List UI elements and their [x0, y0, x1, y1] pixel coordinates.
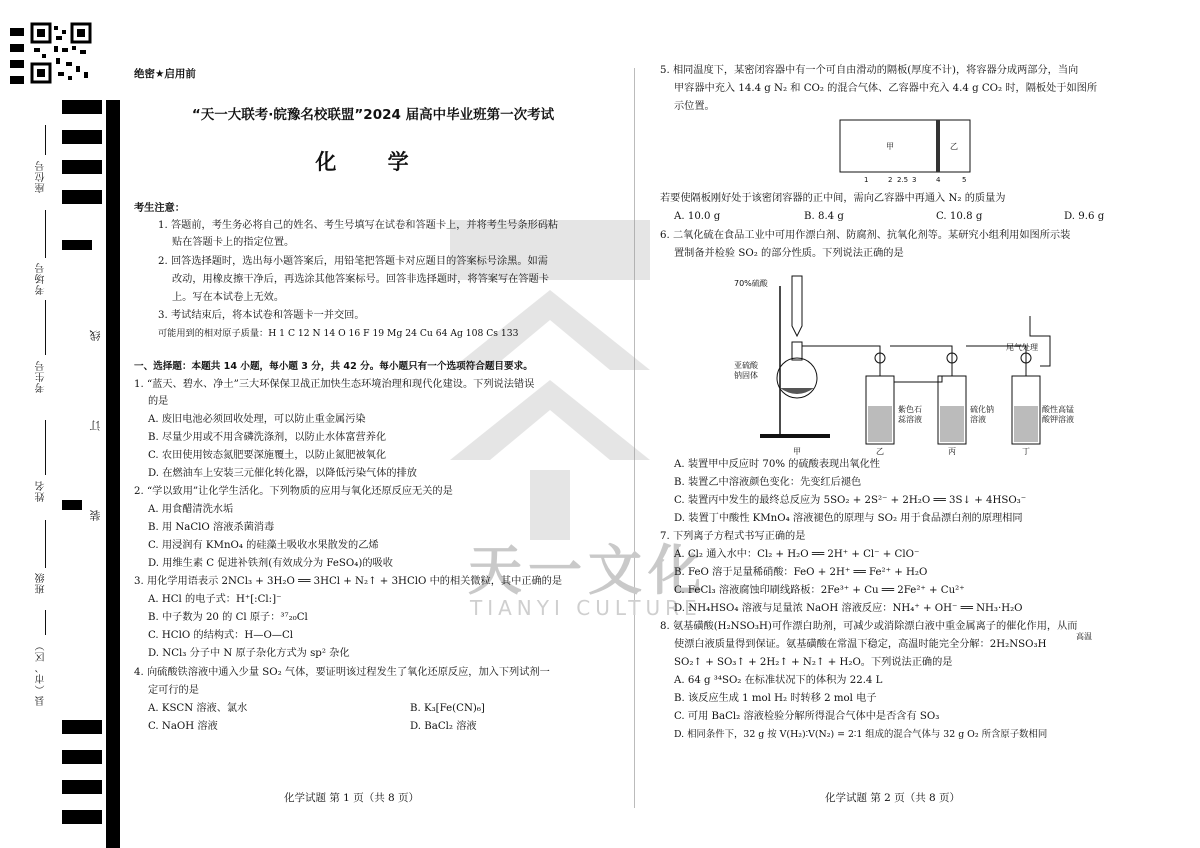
notice-line: 上。写在本试卷上无效。: [172, 292, 285, 303]
footer-page-right: 化学试题 第 2 页（共 8 页）: [825, 792, 961, 804]
notice-line: 1. 答题前，考生务必将自己的姓名、考生号填写在试卷和答题卡上，并将考生号条形码粘: [158, 220, 559, 231]
q1-option-d[interactable]: D. 在燃油车上安装三元催化转化器，以降低污染气体的排放: [148, 468, 417, 479]
q8-option-d[interactable]: D. 相同条件下，32 g 按 V(H₂)∶V(N₂) = 2∶1 组成的混合气体与 32 g O₂ 所含原子数相同: [674, 729, 1048, 740]
q5-tick: 5: [962, 176, 967, 184]
q5-question: 若要使隔板刚好处于该密闭容器的正中间，需向乙容器中再通入 N₂ 的质量为: [660, 193, 1006, 204]
q6-option-a[interactable]: A. 装置甲中反应时 70% 的硫酸表现出氧化性: [674, 459, 880, 470]
qr-code-icon: [30, 22, 92, 84]
q5-stem: 示位置。: [674, 101, 715, 112]
county-label: 县（市、区）: [36, 640, 47, 706]
name-label: 姓名: [36, 480, 47, 502]
q8-condition: 高温: [1076, 632, 1092, 641]
exam-room-label: 考场号: [36, 262, 47, 295]
q4-option-b[interactable]: B. K₃[Fe(CN)₆]: [410, 703, 485, 714]
q7-option-b[interactable]: B. FeO 溶于足量稀硝酸：FeO + 2H⁺ ══ Fe²⁺ + H₂O: [674, 567, 928, 578]
q2-option-b[interactable]: B. 用 NaClO 溶液杀菌消毒: [148, 522, 275, 533]
q5-option-b[interactable]: B. 8.4 g: [804, 211, 844, 222]
q6-apparatus-figure: [730, 266, 1074, 458]
watermark-subtext: TIANYI CULTURE: [470, 596, 702, 620]
exam-room-field[interactable]: [45, 210, 46, 258]
q1-stem: 1. “蓝天、碧水、净土”三大环保保卫战正加快生态环境治理和现代化建设。下列说法错误: [134, 379, 535, 390]
q6-tail-gas-label: 尾气处理: [1006, 343, 1038, 352]
q5-tick: 4: [936, 176, 941, 184]
q3-option-c[interactable]: C. HClO 的结构式：H—O—Cl: [148, 630, 294, 641]
edge-marks: [10, 0, 28, 848]
q6-unit-label: 乙: [876, 447, 884, 456]
q3-option-b[interactable]: B. 中子数为 20 的 Cl 原子：³⁷₂₀Cl: [148, 612, 308, 623]
q5-option-d[interactable]: D. 9.6 g: [1064, 211, 1105, 222]
q2-option-d[interactable]: D. 用维生素 C 促进补铁剂(有效成分为 FeSO₄)的吸收: [148, 558, 393, 569]
county-field[interactable]: [45, 610, 46, 635]
q1-option-c[interactable]: C. 农田使用铵态氮肥要深施覆土，以防止氮肥被氧化: [148, 450, 387, 461]
q8-stem: 8. 氨基磺酸(H₂NSO₃H)可作漂白助剂，可减少或消除漂白液中重金属离子的催化作用，从而: [660, 621, 1078, 632]
q4-option-c[interactable]: C. NaOH 溶液: [148, 721, 218, 732]
notice-heading: 考生注意：: [134, 203, 185, 214]
q8-option-b[interactable]: B. 该反应生成 1 mol H₂ 时转移 2 mol 电子: [674, 693, 877, 704]
q6-solid-label: 钠固体: [734, 371, 758, 380]
q1-option-a[interactable]: A. 废旧电池必须回收处理，可以防止重金属污染: [148, 414, 366, 425]
q4-option-a[interactable]: A. KSCN 溶液、氯水: [148, 703, 248, 714]
binding-barcode-strip: [62, 100, 120, 848]
q4-stem: 4. 向硫酸铁溶液中通入少量 SO₂ 气体，要证明该过程发生了氧化还原反应，加入下列试剂一: [134, 667, 550, 678]
q4-option-d[interactable]: D. BaCl₂ 溶液: [410, 721, 477, 732]
q6-stem: 置制备并检验 SO₂ 的部分性质。下列说法正确的是: [674, 248, 904, 259]
footer-page-left: 化学试题 第 1 页（共 8 页）: [284, 792, 420, 804]
class-label: 班级: [36, 572, 47, 594]
binding-mark-bind: 装: [89, 510, 102, 521]
q8-stem: 使漂白液质量得到保证。氨基磺酸在常温下稳定，高温时能完全分解：2H₂NSO₃H: [674, 639, 1047, 650]
q6-option-b[interactable]: B. 装置乙中溶液颜色变化：先变红后褪色: [674, 477, 862, 488]
q6-bottle-label: 紫色石: [898, 405, 922, 414]
binding-mark-line: 线: [89, 330, 102, 341]
seat-number-field[interactable]: [45, 125, 46, 155]
name-field[interactable]: [45, 420, 46, 475]
q6-bottle-label: 蕊溶液: [898, 415, 922, 424]
q1-option-b[interactable]: B. 尽量少用或不用含磷洗涤剂，以防止水体富营养化: [148, 432, 387, 443]
q8-stem: SO₂↑ + SO₃↑ + 2H₂↑ + N₂↑ + H₂O。下列说法正确的是: [674, 657, 953, 668]
q5-partition-figure: [840, 120, 970, 184]
q5-tick: 2.5: [897, 176, 909, 184]
notice-line: 改动，用橡皮擦干净后，再选涂其他答案标号。回答非选择题时，将答案写在答题卡: [172, 274, 549, 285]
q6-option-c[interactable]: C. 装置丙中发生的最终总反应为 5SO₂ + 2S²⁻ + 2H₂O ══ 3S↓ + 4HSO₃⁻: [674, 495, 1027, 506]
q5-stem: 5. 相同温度下，某密闭容器中有一个可自由滑动的隔板(厚度不计)，将容器分成两部分，当向: [660, 65, 1079, 76]
q5-option-c[interactable]: C. 10.8 g: [936, 211, 983, 222]
q5-tick: 2: [888, 176, 893, 184]
secret-label: 绝密★启用前: [134, 68, 196, 80]
q2-stem: 2. “学以致用”让化学生活化。下列物质的应用与氧化还原反应无关的是: [134, 486, 453, 497]
q6-acid-label: 70%硫酸: [734, 279, 768, 288]
q7-stem: 7. 下列离子方程式书写正确的是: [660, 531, 806, 542]
q5-left-chamber-label: 甲: [886, 142, 894, 151]
section-heading: 一、选择题：本题共 14 小题，每小题 3 分，共 42 分。每小题只有一个选项符合题目要求。: [134, 361, 533, 372]
q6-bottle-label: 酸钾溶液: [1042, 415, 1074, 424]
q5-tick: 1: [864, 176, 869, 184]
watermark-text: 天一文化: [468, 539, 708, 602]
notice-line: 2. 回答选择题时，选出每小题答案后，用铅笔把答题卡对应题目的答案标号涂黑。如需: [158, 256, 548, 267]
q3-stem: 3. 用化学用语表示 2NCl₃ + 3H₂O ══ 3HCl + N₂↑ + 3HClO 中的相关微粒，其中正确的是: [134, 576, 563, 587]
candidate-number-field[interactable]: [45, 300, 46, 355]
q3-option-d[interactable]: D. NCl₃ 分子中 N 原子杂化方式为 sp² 杂化: [148, 648, 350, 659]
q6-unit-label: 丙: [948, 447, 956, 456]
q6-stem: 6. 二氧化硫在食品工业中可用作漂白剂、防腐剂、抗氧化剂等。某研究小组利用如图所示装: [660, 230, 1071, 241]
q2-option-c[interactable]: C. 用浸润有 KMnO₄ 的硅藻土吸收水果散发的乙烯: [148, 540, 379, 551]
atomic-masses: 可能用到的相对原子质量：H 1 C 12 N 14 O 16 F 19 Mg 24 Cu 64 Ag 108 Cs 133: [158, 328, 519, 339]
q6-bottle-label: 硫化钠: [970, 405, 994, 414]
q6-unit-label: 丁: [1022, 447, 1030, 456]
candidate-number-label: 考生号: [36, 360, 47, 393]
class-field[interactable]: [45, 520, 46, 568]
notice-line: 3. 考试结束后，将本试卷和答题卡一并交回。: [158, 310, 365, 321]
exam-title: “天一大联考·皖豫名校联盟”2024 届高中毕业班第一次考试: [191, 107, 555, 123]
q3-option-a[interactable]: A. HCl 的电子式：H⁺[:Cl:]⁻: [148, 594, 282, 605]
q6-option-d[interactable]: D. 装置丁中酸性 KMnO₄ 溶液褪色的原理与 SO₂ 用于食品漂白剂的原理相同: [674, 513, 1023, 524]
seat-number-label: 座位号: [36, 160, 47, 193]
q5-right-chamber-label: 乙: [950, 142, 958, 151]
q7-option-d[interactable]: D. NH₄HSO₄ 溶液与足量浓 NaOH 溶液反应：NH₄⁺ + OH⁻ ══ NH₃·H₂O: [674, 603, 1023, 614]
binding-strip: [0, 0, 122, 848]
q6-solid-label: 亚硫酸: [734, 361, 758, 370]
q1-stem: 的是: [148, 396, 169, 407]
q2-option-a[interactable]: A. 用食醋清洗水垢: [148, 504, 234, 515]
q6-bottle-label: 酸性高锰: [1042, 405, 1074, 414]
q6-bottle-label: 溶液: [970, 415, 986, 424]
subject-title: 化 学: [315, 150, 431, 174]
notice-line: 贴在答题卡上的指定位置。: [172, 237, 295, 248]
q5-option-a[interactable]: A. 10.0 g: [674, 211, 721, 222]
q7-option-c[interactable]: C. FeCl₃ 溶液腐蚀印刷线路板：2Fe³⁺ + Cu ══ 2Fe²⁺ + Cu²⁺: [674, 585, 965, 596]
q7-option-a[interactable]: A. Cl₂ 通入水中：Cl₂ + H₂O ══ 2H⁺ + Cl⁻ + ClO⁻: [674, 549, 920, 560]
q5-stem: 甲容器中充入 14.4 g N₂ 和 CO₂ 的混合气体、乙容器中充入 4.4 g CO₂ 时，隔板处于如图所: [674, 83, 1098, 94]
binding-mark-staple: 订: [89, 420, 102, 431]
q5-tick: 3: [912, 176, 917, 184]
q8-option-a[interactable]: A. 64 g ³⁴SO₂ 在标准状况下的体积为 22.4 L: [674, 675, 883, 686]
q8-option-c[interactable]: C. 可用 BaCl₂ 溶液检验分解所得混合气体中是否含有 SO₃: [674, 711, 940, 722]
q6-unit-label: 甲: [793, 447, 801, 456]
q4-stem: 定可行的是: [148, 685, 199, 696]
